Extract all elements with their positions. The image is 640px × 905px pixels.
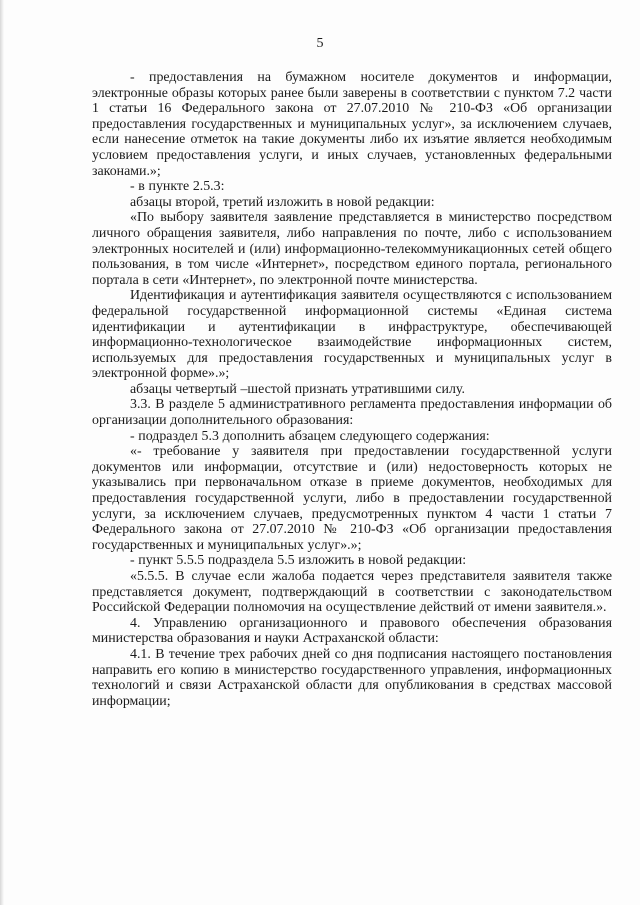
paragraph: «5.5.5. В случае если жалоба подается через представителя заявителя также представляется документ, подтверждающий в соответствии с законодательством Российской Федерации полномочия на осуществление действий от имени заявителя.». — [92, 569, 612, 616]
paragraph: «По выбору заявителя заявление представляется в министерство посредством личного обращения заявителя, либо направления по почте, либо с использованием электронных носителей и (или) информационно-телекоммуникационных сетей общего пользования, в том числе «Интернет», посредством единого портала, регионального портала в сети «Интернет», по электронной почте министерства. — [92, 210, 612, 288]
paragraph: - предоставления на бумажном носителе документов и информации, электронные образы которых ранее были заверены в соответствии с пунктом 7.2 части 1 статьи 16 Федерального закона от 27.07.2010 № 210-ФЗ «Об организации предоставления государственных и муниципальных услуг», за исключением случаев, если нанесение отметок на такие документы либо их изъятие является необходимым условием предоставления услуги, и иных случаев, установленных федеральными законами.»; — [92, 70, 612, 179]
paragraph: - пункт 5.5.5 подраздела 5.5 изложить в новой редакции: — [130, 553, 467, 569]
scan-edge — [0, 0, 4, 905]
paragraph: «- требование у заявителя при предоставлении государственной услуги документов или информации, отсутствие и (или) недостоверность которых не указывались при первоначальном отказе в приеме документов, необходимых для предоставления государственной услуги, либо в предоставлении государственной услуги, за исключением случаев, предусмотренных пунктом 4 части 1 статьи 7 Федерального закона от 27.07.2010 № 210-ФЗ «Об организации предоставления государственных и муниципальных услуг».»; — [92, 444, 612, 553]
paragraph: Идентификация и аутентификация заявителя осуществляются с использованием федеральной государственной информационной системы «Единая система идентификации и аутентификации в инфраструктуре, обеспечивающей информационно-технологическое взаимодействие информационных систем, используемых для предоставления государственных и муниципальных услуг в электронной форме».»; — [92, 288, 612, 382]
paragraph: - подраздел 5.3 дополнить абзацем следующего содержания: — [130, 428, 490, 444]
paragraph: абзацы второй, третий изложить в новой редакции: — [130, 194, 435, 210]
document-body — [92, 70, 612, 709]
paragraph: 3.3. В разделе 5 административного регламента предоставления информации об организации дополнительного образования: — [92, 397, 612, 429]
paragraph: - в пункте 2.5.3: — [130, 179, 225, 195]
paragraph: 4.1. В течение трех рабочих дней со дня подписания настоящего постановления направить его копию в министерство государственного управления, информационных технологий и связи Астраханской области для опубликования в средствах массовой информации; — [92, 646, 612, 709]
paragraph: 4. Управлению организационного и правового обеспечения образования министерства образования и науки Астраханской области: — [92, 615, 612, 647]
page-number: 5 — [316, 36, 324, 51]
paragraph: абзацы четвертый –шестой признать утратившими силу. — [130, 381, 465, 397]
